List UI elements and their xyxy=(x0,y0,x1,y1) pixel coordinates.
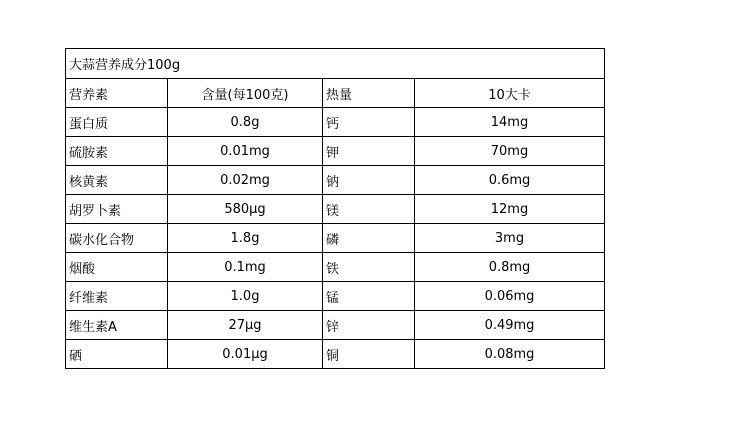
nutrient-name: 胡罗卜素 xyxy=(66,195,168,224)
mineral-value: 12mg xyxy=(415,195,605,224)
table-row xyxy=(66,311,605,340)
table-row xyxy=(66,166,605,195)
mineral-value: 70mg xyxy=(415,137,605,166)
mineral-name: 磷 xyxy=(323,224,415,253)
header-calories-value: 10大卡 xyxy=(415,79,605,108)
table-row xyxy=(66,108,605,137)
nutrition-table xyxy=(65,48,605,369)
table-title-row xyxy=(66,49,605,79)
mineral-value: 3mg xyxy=(415,224,605,253)
nutrient-value: 580μg xyxy=(168,195,323,224)
header-nutrient: 营养素 xyxy=(66,79,168,108)
mineral-value: 0.8mg xyxy=(415,253,605,282)
nutrient-value: 0.01μg xyxy=(168,340,323,369)
table-title: 大蒜营养成分100g xyxy=(66,49,605,79)
mineral-name: 铜 xyxy=(323,340,415,369)
nutrient-name: 维生素A xyxy=(66,311,168,340)
mineral-value: 0.06mg xyxy=(415,282,605,311)
nutrient-value: 0.1mg xyxy=(168,253,323,282)
header-calories: 热量 xyxy=(323,79,415,108)
mineral-name: 钙 xyxy=(323,108,415,137)
nutrient-name: 蛋白质 xyxy=(66,108,168,137)
nutrient-name: 烟酸 xyxy=(66,253,168,282)
mineral-value: 0.49mg xyxy=(415,311,605,340)
nutrient-value: 1.8g xyxy=(168,224,323,253)
mineral-name: 锰 xyxy=(323,282,415,311)
mineral-name: 铁 xyxy=(323,253,415,282)
mineral-name: 钠 xyxy=(323,166,415,195)
nutrient-value: 0.8g xyxy=(168,108,323,137)
table-row xyxy=(66,224,605,253)
mineral-value: 0.08mg xyxy=(415,340,605,369)
table-row xyxy=(66,253,605,282)
nutrient-value: 1.0g xyxy=(168,282,323,311)
header-content: 含量(每100克) xyxy=(168,79,323,108)
table-row xyxy=(66,340,605,369)
mineral-value: 14mg xyxy=(415,108,605,137)
table-row xyxy=(66,282,605,311)
mineral-value: 0.6mg xyxy=(415,166,605,195)
mineral-name: 钾 xyxy=(323,137,415,166)
mineral-name: 锌 xyxy=(323,311,415,340)
nutrient-name: 核黄素 xyxy=(66,166,168,195)
nutrient-name: 纤维素 xyxy=(66,282,168,311)
table-row xyxy=(66,137,605,166)
nutrient-value: 0.02mg xyxy=(168,166,323,195)
nutrient-name: 硫胺素 xyxy=(66,137,168,166)
nutrient-name: 硒 xyxy=(66,340,168,369)
table-row xyxy=(66,195,605,224)
table-header-row xyxy=(66,79,605,108)
nutrient-value: 0.01mg xyxy=(168,137,323,166)
mineral-name: 镁 xyxy=(323,195,415,224)
nutrient-name: 碳水化合物 xyxy=(66,224,168,253)
nutrient-value: 27μg xyxy=(168,311,323,340)
